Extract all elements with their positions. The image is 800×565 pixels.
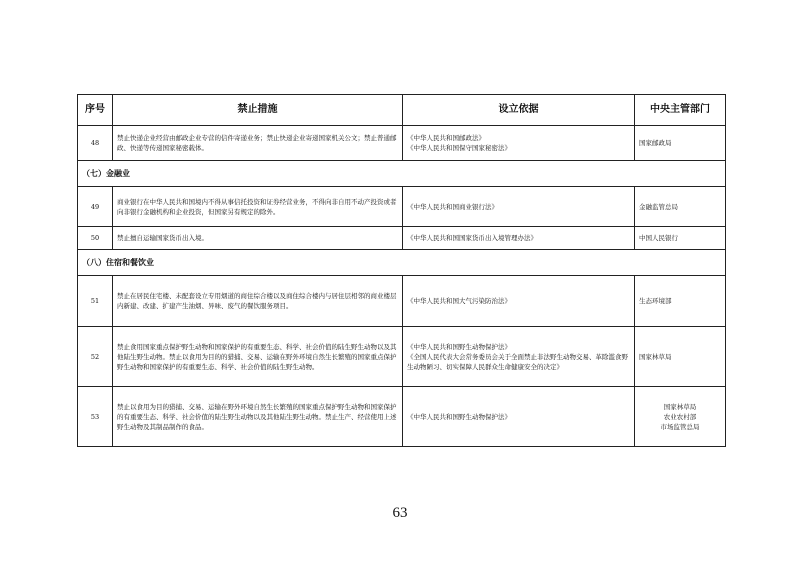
prohibition-measure: 禁止在居民住宅楼、未配套设立专用烟道的商住综合楼以及商住综合楼内与居住层相邻的商业楼层内新建、改建、扩建产生油烟、异味、废气的餐饮服务项目。 xyxy=(113,276,403,327)
prohibition-measure: 禁止快递企业经营由邮政企业专营的信件寄递业务；禁止快递企业寄递国家机关公文；禁止普通邮政、快递等传递国家秘密载体。 xyxy=(113,126,403,161)
legal-basis xyxy=(403,126,635,161)
table-header-row xyxy=(78,95,726,126)
section-title: （八）住宿和餐饮业 xyxy=(78,250,726,276)
department xyxy=(635,276,726,327)
department-name: 市场监管总局 xyxy=(660,422,700,431)
prohibition-measure: 商业银行在中华人民共和国境内不得从事信托投资和证券经营业务，不得向非自用不动产投资或者向非银行金融机构和企业投资，但国家另有规定的除外。 xyxy=(113,187,403,227)
row-number: 48 xyxy=(78,126,113,161)
header-department: 中央主管部门 xyxy=(635,95,726,126)
table-row xyxy=(78,187,726,227)
legal-basis-item: 《中华人民共和国野生动物保护法》 xyxy=(407,412,511,421)
legal-basis-item: 《中华人民共和国商业银行法》 xyxy=(407,202,498,211)
department xyxy=(635,387,726,447)
section-row xyxy=(78,161,726,187)
row-number: 49 xyxy=(78,187,113,227)
department xyxy=(635,327,726,387)
department-name: 国家林草局 xyxy=(663,402,697,411)
table-row xyxy=(78,327,726,387)
legal-basis-item: 《中华人民共和国野生动物保护法》 xyxy=(407,342,511,351)
legal-basis-item: 《中华人民共和国保守国家秘密法》 xyxy=(407,144,511,152)
department xyxy=(635,126,726,161)
legal-basis xyxy=(403,276,635,327)
department xyxy=(635,227,726,250)
department-name: 国家林草局 xyxy=(639,352,672,361)
row-number: 50 xyxy=(78,227,113,250)
legal-basis-item: 《全国人民代表大会常务委员会关于全面禁止非法野生动物交易、革除滥食野生动物陋习、切实保障人民群众生命健康安全的决定》 xyxy=(407,352,628,371)
row-number: 51 xyxy=(78,276,113,327)
department-name: 金融监管总局 xyxy=(639,202,678,211)
header-measure: 禁止措施 xyxy=(113,95,403,126)
legal-basis-item: 《中华人民共和国邮政法》 xyxy=(407,134,485,142)
prohibition-table xyxy=(77,94,726,447)
legal-basis xyxy=(403,387,635,447)
section-title: （七）金融业 xyxy=(78,161,726,187)
header-basis: 设立依据 xyxy=(403,95,635,126)
table-row xyxy=(78,227,726,250)
table-row xyxy=(78,126,726,161)
department-name: 中国人民银行 xyxy=(639,234,678,242)
department xyxy=(635,187,726,227)
row-number: 52 xyxy=(78,327,113,387)
legal-basis xyxy=(403,227,635,250)
prohibition-measure: 禁止食用国家重点保护野生动物和国家保护的有重要生态、科学、社会价值的陆生野生动物以及其他陆生野生动物。禁止以食用为目的的猎捕、交易、运输在野外环境自然生长繁殖的国家重点保护野生动物和国家保护的有重要生态、科学、社会价值的陆生野生动物。 xyxy=(113,327,403,387)
legal-basis-item: 《中华人民共和国国家货币出入境管理办法》 xyxy=(407,234,537,242)
prohibition-measure: 禁止擅自运输国家货币出入境。 xyxy=(113,227,403,250)
header-number: 序号 xyxy=(78,95,113,126)
prohibition-measure: 禁止以食用为目的猎捕、交易、运输在野外环境自然生长繁殖的国家重点保护野生动物和国家保护的有重要生态、科学、社会价值的陆生野生动物以及其他陆生野生动物。禁止生产、经营使用上述野生动物及其制品制作的食品。 xyxy=(113,387,403,447)
table-row xyxy=(78,387,726,447)
row-number: 53 xyxy=(78,387,113,447)
department-name: 国家邮政局 xyxy=(639,139,672,147)
table-body xyxy=(78,126,726,447)
department-name: 农业农村部 xyxy=(663,412,697,421)
department-name: 生态环境部 xyxy=(639,297,672,305)
table-row xyxy=(78,276,726,327)
section-row xyxy=(78,250,726,276)
page-number: 63 xyxy=(392,505,408,521)
legal-basis xyxy=(403,327,635,387)
legal-basis-item: 《中华人民共和国大气污染防治法》 xyxy=(407,297,511,305)
legal-basis xyxy=(403,187,635,227)
